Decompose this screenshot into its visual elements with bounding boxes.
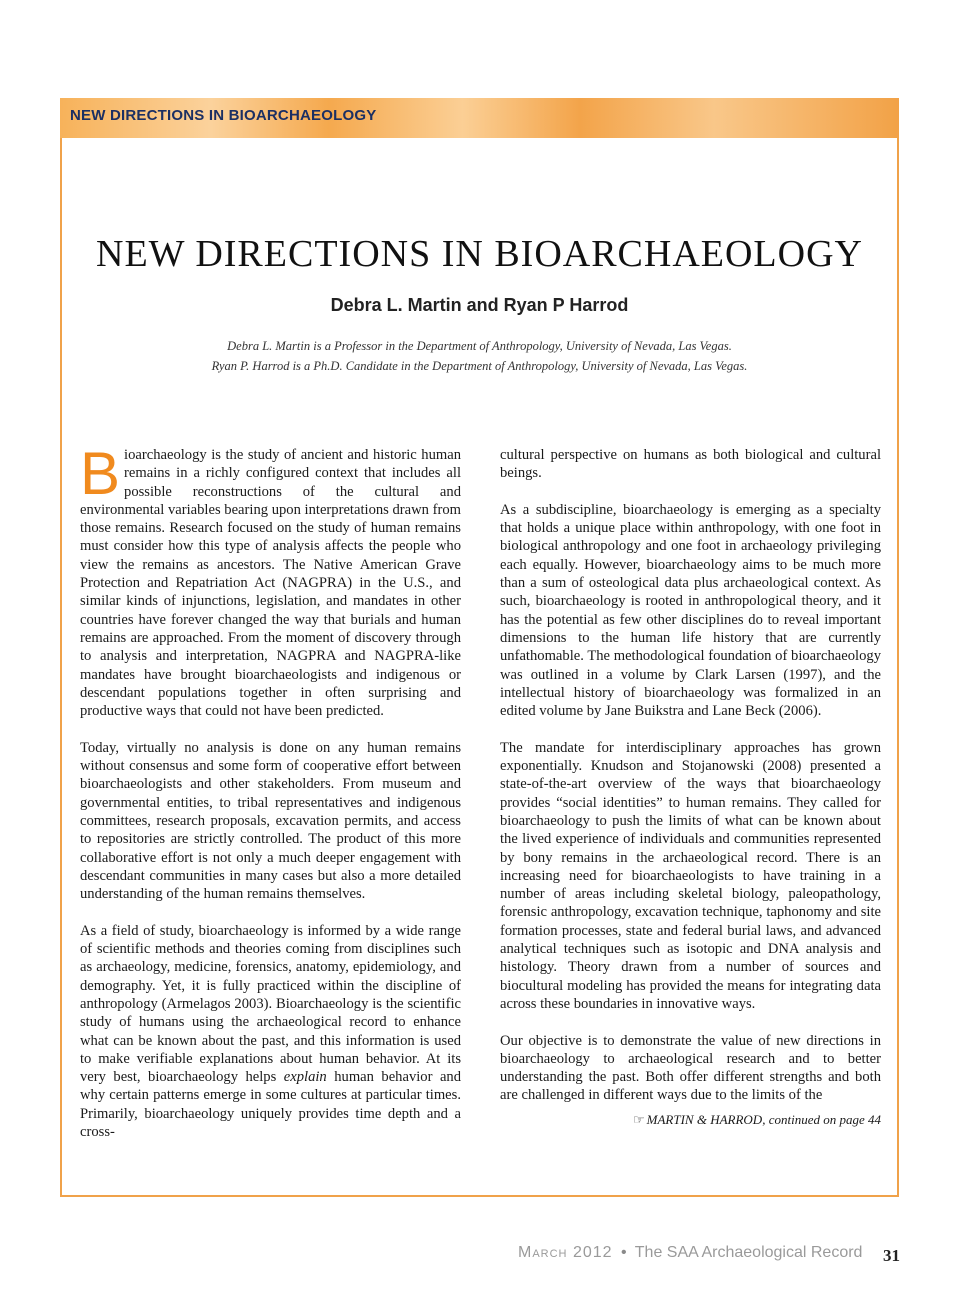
paragraph: As a subdiscipline, bioarchaeology is emerging as a specialty that holds a unique place within anthropology, with one foot in biological anthropology and one foot in archaeology privileging each equally. However, bioarchaeology aims to be much more than a sum of osteological data plus archaeological context. As such, bioarchaeology is rooted in anthropological theory, and it has the potential as few other disciplines do to reveal important dimensions to the human life history that are currently unfathomable. The methodological foundation of bioarchaeology was outlined in a volume by Clark Larsen (1997), and the intellectual history of bioarchaeology was formalized in an edited volume by Jane Buikstra and Lane Beck (2006). [500, 501, 881, 720]
affiliation-martin: Debra L. Martin is a Professor in the Department of Anthropology, University of Nevada, Las Vegas. [227, 339, 732, 353]
footer-journal-name: The SAA Archaeological Record [634, 1244, 863, 1261]
paragraph: The mandate for interdisciplinary approaches has grown exponentially. Knudson and Stojanowski (2008) presented a state-of-the-art overview of the ways that bioarchaeology provides “social identities” to human remains. They called for bioarchaeology to push the limits of what can be known about the lived experience of individuals and communities represented by bony remains in the archaeological record. There is an increasing need for bioarchaeologists to have training in a number of areas including skeletal biology, paleopathology, forensic anthropology, excavation technique, taphonomy and site formation processes, state and federal burial laws, and advanced analytical techniques such as isotopic and DNA analysis and histology. Theory drawn from a number of sources and biocultural modeling has provided the means for integrating data across these boundaries in innovative ways. [500, 739, 881, 1012]
section-banner [60, 98, 899, 138]
paragraph-text: As a field of study, bioarchaeology is informed by a wide range of scientific methods and theories coming from disciplines such as archaeology, medicine, forensics, anatomy, epidemiology, and demography. Yet, it is fully practiced within the discipline of anthropology (Armelagos 2003). Bioarchaeology is the scientific study of humans using the archaeological record to enhance what can be known about the past, and this information is used to make verifiable explanations about human behavior. At its very best, bioarchaeology helps [80, 922, 461, 1086]
paragraph-text: human behavior and why certain patterns emerge in some cultures at particular times. Primarily, bioarchaeology uniquely provides time depth and a cross- [80, 1069, 462, 1140]
continued-note[interactable] [500, 1111, 881, 1129]
drop-cap: B [80, 440, 121, 507]
paragraph [80, 440, 461, 720]
left-column [80, 440, 462, 1160]
paragraph-text: ioarchaeology is the study of ancient and historic human remains in a richly configured context that includes all possible reconstructions of the cultural and environmental variables bearing upon interpretations drawn from those remains. Research focused on the study of human remains must consider how this type of analysis affects the people who view the remains as ancestors. The Native American Grave Protection and Repatriation Act (NAGPRA) in the U.S., and similar kinds of injunctions, legislation, and mandates in other countries have forever changed the way that burials and human remains are approached. From the moment of discovery through to analysis and interpretation, NAGPRA and NAGPRA-like mandates have brought bioarchaeologists and indigenous or descendant populations together in often surprising and productive ways that could not have been predicted. [80, 447, 461, 720]
paragraph [80, 922, 461, 1142]
article-title: NEW DIRECTIONS IN BIOARCHAEOLOGY [96, 233, 863, 275]
paragraph: Today, virtually no analysis is done on any human remains without consensus and some form of cooperative effort between bioarchaeologists and other stakeholders. From museum and governmental entities, to tribal representatives and indigenous committees, research proposals, excavation permits, and access to repositories are strictly controlled. The product of this more collaborative effort is not only a much deeper engagement with descendant communities in many cases but also a more detailed understanding of the human remains themselves. [80, 739, 461, 903]
right-column [500, 446, 881, 1129]
footer-month: March 2012 [518, 1244, 613, 1261]
continued-authors: MARTIN & HARROD, [646, 1111, 766, 1127]
affiliation-harrod: Ryan P. Harrod is a Ph.D. Candidate in the Department of Anthropology, University of Nevada, Las Vegas. [211, 359, 748, 373]
emphasis-text: explain [283, 1069, 327, 1086]
article-authors: Debra L. Martin and Ryan P Harrod [330, 295, 629, 315]
paragraph: Our objective is to demonstrate the value of new directions in bioarchaeology to archaeological research and to better understanding the past. Both offer different strengths and both are challenged in different ways due to the limits of the [500, 1032, 881, 1104]
banner-text: NEW DIRECTIONS IN BIOARCHAEOLOGY [70, 107, 377, 124]
pointing-hand-icon: ☞ [633, 1111, 645, 1127]
continued-text: continued on page 44 [768, 1111, 881, 1127]
footer-bullet: • [621, 1244, 627, 1261]
footer-journal-line [518, 1244, 862, 1262]
page-number: 31 [883, 1246, 900, 1265]
paragraph: cultural perspective on humans as both biological and cultural beings. [500, 447, 881, 482]
